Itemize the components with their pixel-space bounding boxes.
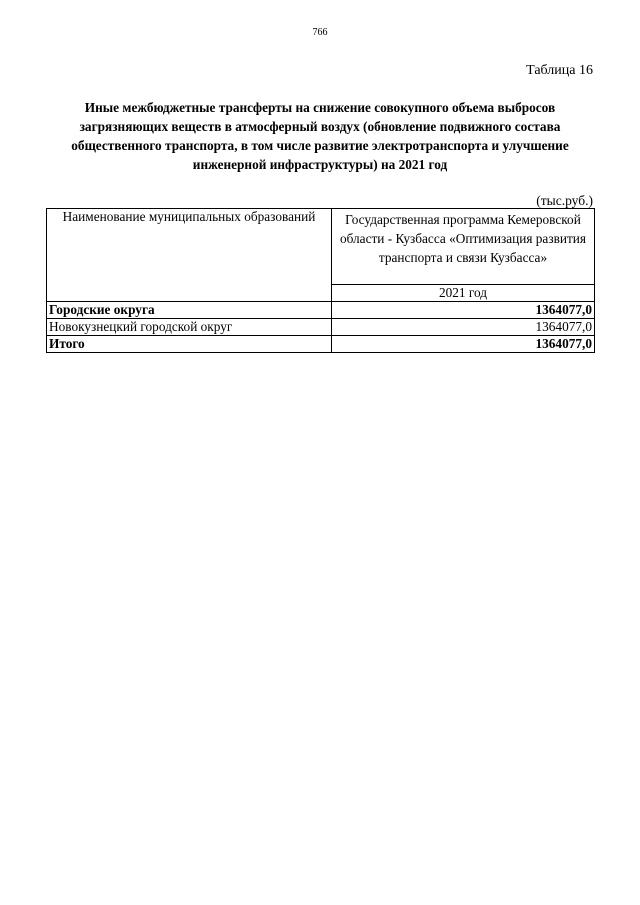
row-value-cell: 1364077,0 <box>332 336 595 353</box>
row-name-cell: Итого <box>47 336 332 353</box>
table-row <box>47 302 595 319</box>
table-header-row <box>47 209 595 285</box>
table-row-total <box>47 336 595 353</box>
row-name-cell: Новокузнецкий городской округ <box>47 319 332 336</box>
transfers-table <box>46 208 595 353</box>
document-title: Иные межбюджетные трансферты на снижение совокупного объема выбросов загрязняющих веществ в атмосферный воздух (обновление подвижного состава общественного транспорта, в том числе развитие электротранспорта и улучшение инженерной инфраструктуры) на 2021 год <box>71 100 569 172</box>
table-row <box>47 319 595 336</box>
row-value-cell: 1364077,0 <box>332 319 595 336</box>
header-year-cell: 2021 год <box>332 285 595 302</box>
row-value-cell: 1364077,0 <box>332 302 595 319</box>
header-program-cell: Государственная программа Кемеровской области - Кузбасса «Оптимизация развития транспорта и связи Кузбасса» <box>332 209 595 285</box>
page-number: 766 <box>312 27 328 38</box>
row-name-cell: Городские округа <box>47 302 332 319</box>
header-name-cell: Наименование муниципальных образований <box>47 209 332 302</box>
table-label: Таблица 16 <box>526 63 593 78</box>
units-label: (тыс.руб.) <box>536 193 593 208</box>
